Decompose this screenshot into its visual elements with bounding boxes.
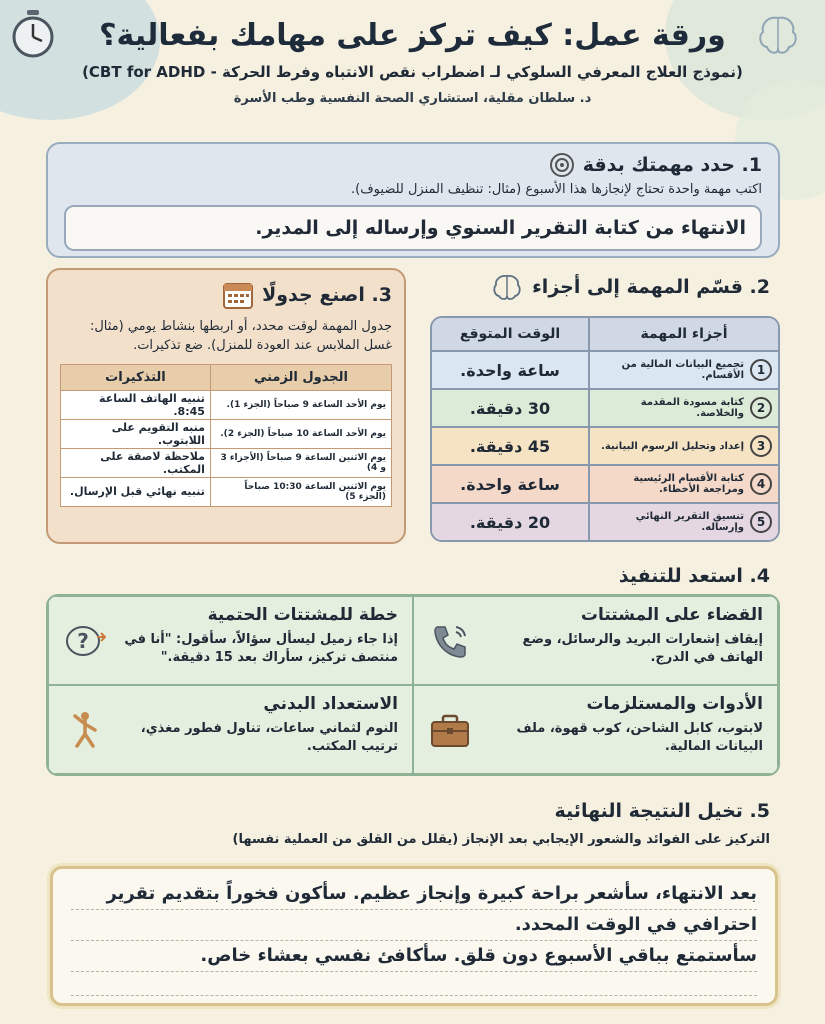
- part-text: كتابة مسودة المقدمة والخلاصة.: [640, 397, 744, 419]
- time-cell: 20 دقيقة.: [469, 512, 551, 532]
- plan-title: خطة للمشتتات الحتمية: [207, 605, 398, 625]
- part-cell: [588, 352, 778, 388]
- toolbox-icon: [428, 708, 472, 752]
- table-header-row: [432, 318, 778, 350]
- section-define-task: [46, 142, 780, 258]
- reminder-cell: منبه التقويم على اللابتوب.: [61, 419, 211, 448]
- table-row: [432, 350, 778, 388]
- page-header: [0, 18, 825, 106]
- question-bubble-icon: [63, 619, 107, 663]
- schedule-table: [60, 364, 392, 507]
- page-subtitle: (نموذج العلاج المعرفي السلوكي لـ اضطراب نقص الانتباه وفرط الحركة - CBT for ADHD): [82, 63, 743, 81]
- table-row: [432, 502, 778, 540]
- tools-cell: [413, 685, 778, 774]
- parts-col-header: أجزاء المهمة: [588, 318, 778, 350]
- physical-title: الاستعداد البدني: [263, 694, 398, 714]
- physical-text: النوم لثماني ساعات، تناول فطور مغذي، ترتيب المكتب.: [140, 721, 398, 755]
- step-number: 2: [750, 397, 772, 419]
- answer-line-3: سأستمتع بباقي الأسبوع دون قلق. سأكافئ نفسي بعشاء خاص.: [71, 941, 757, 972]
- time-cell: 30 دقيقة.: [469, 398, 551, 418]
- stretch-icon: [63, 708, 107, 752]
- visualize-answer-box[interactable]: [50, 866, 778, 1006]
- schedule-cell: يوم الاثنين الساعة 9 صباحاً (الأجزاء 3 و 4): [210, 448, 391, 477]
- answer-line-2: احترافي في الوقت المحدد.: [71, 910, 757, 941]
- reminder-cell: ملاحظة لاصقة على المكتب.: [61, 448, 211, 477]
- physical-cell: [48, 685, 413, 774]
- section2-heading-row: [430, 272, 770, 302]
- section4-heading: 4. استعد للتنفيذ: [618, 565, 770, 587]
- section-schedule: [46, 268, 406, 544]
- step-number: 5: [750, 511, 772, 533]
- section-prepare: [46, 594, 780, 776]
- section3-instruction: جدول المهمة لوقت محدد، أو اربطها بنشاط يومي (مثال: غسل الملابس عند العودة للمنزل). ضع تذكيرات.: [89, 319, 392, 353]
- step-number: 4: [750, 473, 772, 495]
- schedule-cell: يوم الأحد الساعة 10 صباحاً (الجزء 2).: [210, 419, 391, 448]
- schedule-col-header: الجدول الزمني: [210, 364, 391, 390]
- part-text: تجميع البيانات المالية من الأقسام.: [621, 359, 744, 381]
- target-icon: [549, 152, 575, 178]
- distractions-text: إيقاف إشعارات البريد والرسائل، وضع الهاتف في الدرج.: [522, 632, 763, 666]
- time-cell: 45 دقيقة.: [469, 436, 551, 456]
- table-row: [432, 388, 778, 426]
- table-row: [61, 419, 392, 448]
- author-line: د. سلطان مقلية، استشاري الصحة النفسية وطب الأسرة: [233, 91, 592, 106]
- section3-heading-row: [60, 280, 392, 310]
- step-number: 1: [750, 359, 772, 381]
- part-cell: [588, 504, 778, 540]
- part-cell: [588, 428, 778, 464]
- answer-line-1: بعد الانتهاء، سأشعر براحة كبيرة وإنجاز عظيم. سأكون فخوراً بتقديم تقرير: [71, 879, 757, 910]
- section1-instruction: اكتب مهمة واحدة تحتاج لإنجازها هذا الأسبوع (مثال: تنظيف المنزل للضيوف).: [351, 182, 762, 197]
- time-cell: ساعة واحدة.: [460, 474, 560, 494]
- page-title: ورقة عمل: كيف تركز على مهامك بفعالية؟: [99, 18, 726, 53]
- part-text: كتابة الأقسام الرئيسية ومراجعة الأخطاء.: [633, 473, 744, 495]
- plan-text: إذا جاء زميل ليسأل سؤالاً، سأقول: "أنا في منتصف تركيز، سأراك بعد 15 دقيقة.": [124, 632, 398, 666]
- table-row: [61, 390, 392, 419]
- section1-heading: 1. حدد مهمتك بدقة: [582, 154, 762, 176]
- task-parts-table: [430, 316, 780, 542]
- time-cell: ساعة واحدة.: [460, 360, 560, 380]
- table-row: [432, 464, 778, 502]
- table-row: [61, 448, 392, 477]
- part-text: إعداد وتحليل الرسوم البيانية.: [601, 440, 744, 452]
- schedule-cell: يوم الأحد الساعة 9 صباحاً (الجزء 1).: [210, 390, 391, 419]
- section1-answer-field[interactable]: الانتهاء من كتابة التقرير السنوي وإرساله إلى المدير.: [64, 205, 762, 251]
- reminder-cell: تنبيه الهاتف الساعة 8:45.: [61, 390, 211, 419]
- part-cell: [588, 390, 778, 426]
- section5-subheading: التركيز على الفوائد والشعور الإيجابي بعد الإنجاز (يقلل من القلق من العملية نفسها): [232, 832, 770, 847]
- phone-icon: [428, 619, 472, 663]
- inevitable-distractions-cell: [48, 596, 413, 685]
- blank-answer-line[interactable]: [71, 972, 757, 996]
- brain-icon: [490, 272, 524, 302]
- schedule-cell: يوم الاثنين الساعة 10:30 صباحاً (الجزء 5): [210, 477, 391, 506]
- tools-title: الأدوات والمستلزمات: [586, 694, 763, 714]
- section1-heading-row: [64, 152, 762, 178]
- svg-text:?: ?: [77, 629, 89, 653]
- table-row: [61, 477, 392, 506]
- part-cell: [588, 466, 778, 502]
- tools-text: لابتوب، كابل الشاحن، كوب قهوة، ملف البيانات المالية.: [516, 721, 763, 755]
- section2-heading: 2. قسّم المهمة إلى أجزاء: [532, 276, 770, 298]
- time-col-header: الوقت المتوقع: [459, 326, 561, 342]
- distractions-title: القضاء على المشتتات: [580, 605, 763, 625]
- reminders-col-header: التذكيرات: [61, 364, 211, 390]
- section3-heading: 3. اصنع جدولًا: [262, 284, 392, 306]
- section5-heading: 5. تخيل النتيجة النهائية: [554, 800, 770, 822]
- reminder-cell: تنبيه نهائي قبل الإرسال.: [61, 477, 211, 506]
- step-number: 3: [750, 435, 772, 457]
- distractions-cell: [413, 596, 778, 685]
- part-text: تنسيق التقرير النهائي وإرساله.: [635, 511, 744, 533]
- calendar-icon: [222, 280, 254, 310]
- table-row: [432, 426, 778, 464]
